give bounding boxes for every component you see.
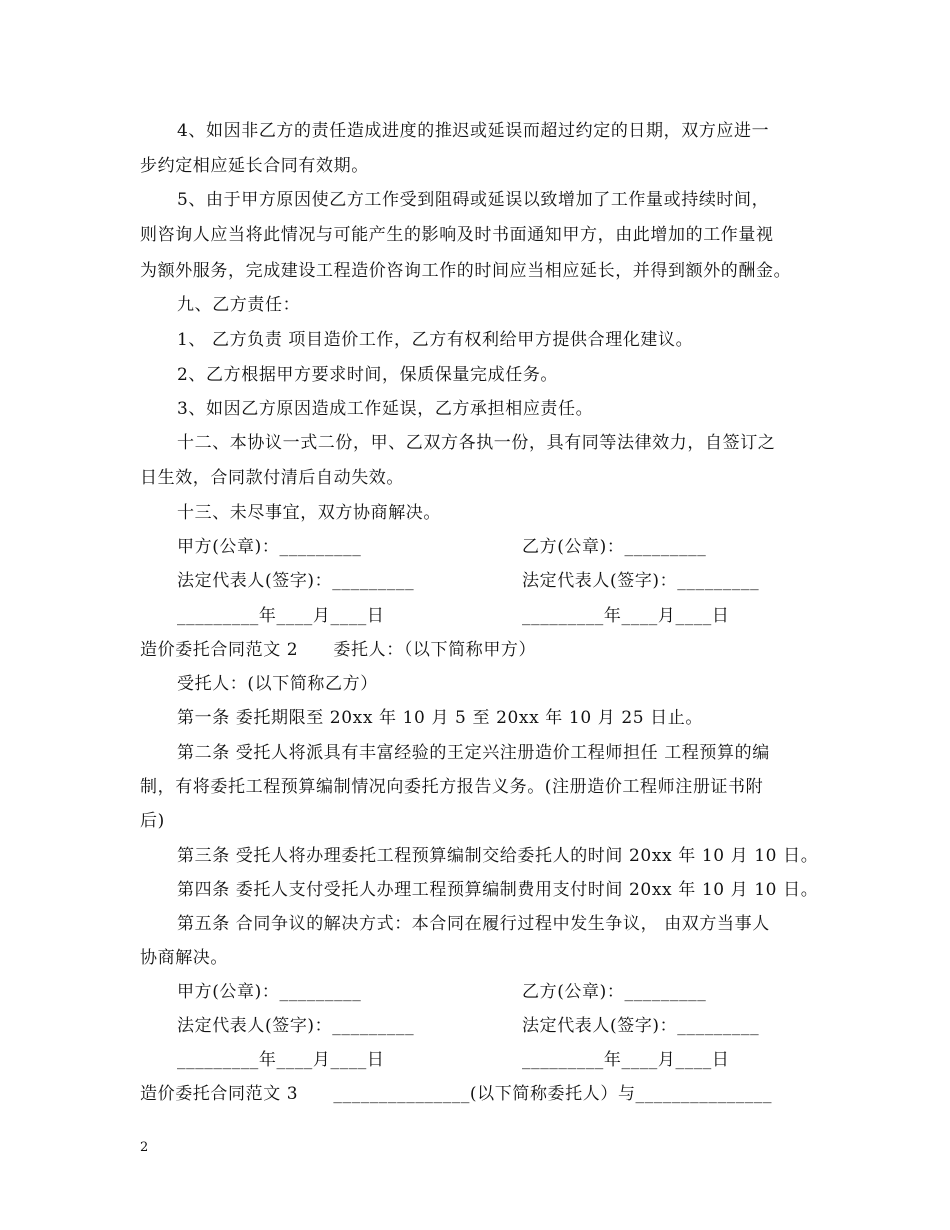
paragraph-line: 4、如因非乙方的责任造成进度的推迟或延误而超过约定的日期，双方应进一: [177, 121, 770, 141]
paragraph-line: 第四条 委托人支付受托人办理工程预算编制费用支付时间 20xx 年 10 月 10 日。: [177, 880, 819, 900]
party-a-date: _________年____月____日: [177, 1050, 385, 1070]
paragraph-line: 1、 乙方负责 项目造价工作，乙方有权利给甲方提供合理化建议。: [177, 330, 694, 350]
party-b-date: _________年____月____日: [522, 1050, 730, 1070]
paragraph-line: 制，有将委托工程预算编制情况向委托方报告义务。(注册造价工程师注册证书附: [140, 777, 764, 797]
paragraph-line: 2、乙方根据甲方要求时间，保质保量完成任务。: [177, 365, 559, 385]
party-a-seal: 甲方(公章)：_________: [177, 537, 362, 557]
paragraph-line: 5、由于甲方原因使乙方工作受到阻碍或延误以致增加了工作量或持续时间，: [177, 190, 770, 210]
paragraph-line: 为额外服务，完成建设工程造价咨询工作的时间应当相应延长，并得到额外的酬金。: [140, 261, 792, 281]
paragraph-line: 第五条 合同争议的解决方式：本合同在履行过程中发生争议， 由双方当事人: [177, 914, 770, 934]
paragraph-line: 第一条 委托期限至 20xx 年 10 月 5 至 20xx 年 10 月 25 日止。: [177, 708, 703, 728]
page-number: 2: [140, 1140, 149, 1155]
paragraph-line: 协商解决。: [140, 948, 228, 968]
paragraph-line: 十三、未尽事宜，双方协商解决。: [177, 503, 441, 523]
section-heading: 九、乙方责任：: [177, 295, 301, 315]
party-b-seal: 乙方(公章)：_________: [522, 982, 707, 1002]
paragraph-line: 3、如因乙方原因造成工作延误，乙方承担相应责任。: [177, 399, 594, 419]
paragraph-line: 十二、本协议一式二份，甲、乙双方各执一份，具有同等法律效力，自签订之: [177, 433, 776, 453]
paragraph-line: 受托人：(以下简称乙方）: [177, 674, 378, 694]
paragraph-line: 则咨询人应当将此情况与可能产生的影响及时书面通知甲方，由此增加的工作量视: [140, 225, 774, 245]
paragraph-line: 第二条 受托人将派具有丰富经验的王定兴注册造价工程师担任 工程预算的编: [177, 743, 770, 763]
party-b-seal: 乙方(公章)：_________: [522, 537, 707, 557]
paragraph-line: 第三条 受托人将办理委托工程预算编制交给委托人的时间 20xx 年 10 月 10 日。: [177, 846, 819, 866]
party-a-representative: 法定代表人(签字)：_________: [177, 1016, 415, 1036]
party-b-representative: 法定代表人(签字)：_________: [522, 1016, 760, 1036]
paragraph-line: 后): [140, 811, 165, 831]
party-a-date: _________年____月____日: [177, 606, 385, 626]
section-title: 造价委托合同范文 2 委托人：（以下简称甲方）: [140, 640, 537, 660]
party-a-representative: 法定代表人(签字)：_________: [177, 571, 415, 591]
paragraph-line: 日生效，合同款付清后自动失效。: [140, 468, 404, 488]
paragraph-line: 步约定相应延长合同有效期。: [140, 156, 369, 176]
section-title: 造价委托合同范文 3 _______________(以下简称委托人）与_______________: [140, 1084, 773, 1104]
party-b-date: _________年____月____日: [522, 606, 730, 626]
party-b-representative: 法定代表人(签字)：_________: [522, 571, 760, 591]
party-a-seal: 甲方(公章)：_________: [177, 982, 362, 1002]
